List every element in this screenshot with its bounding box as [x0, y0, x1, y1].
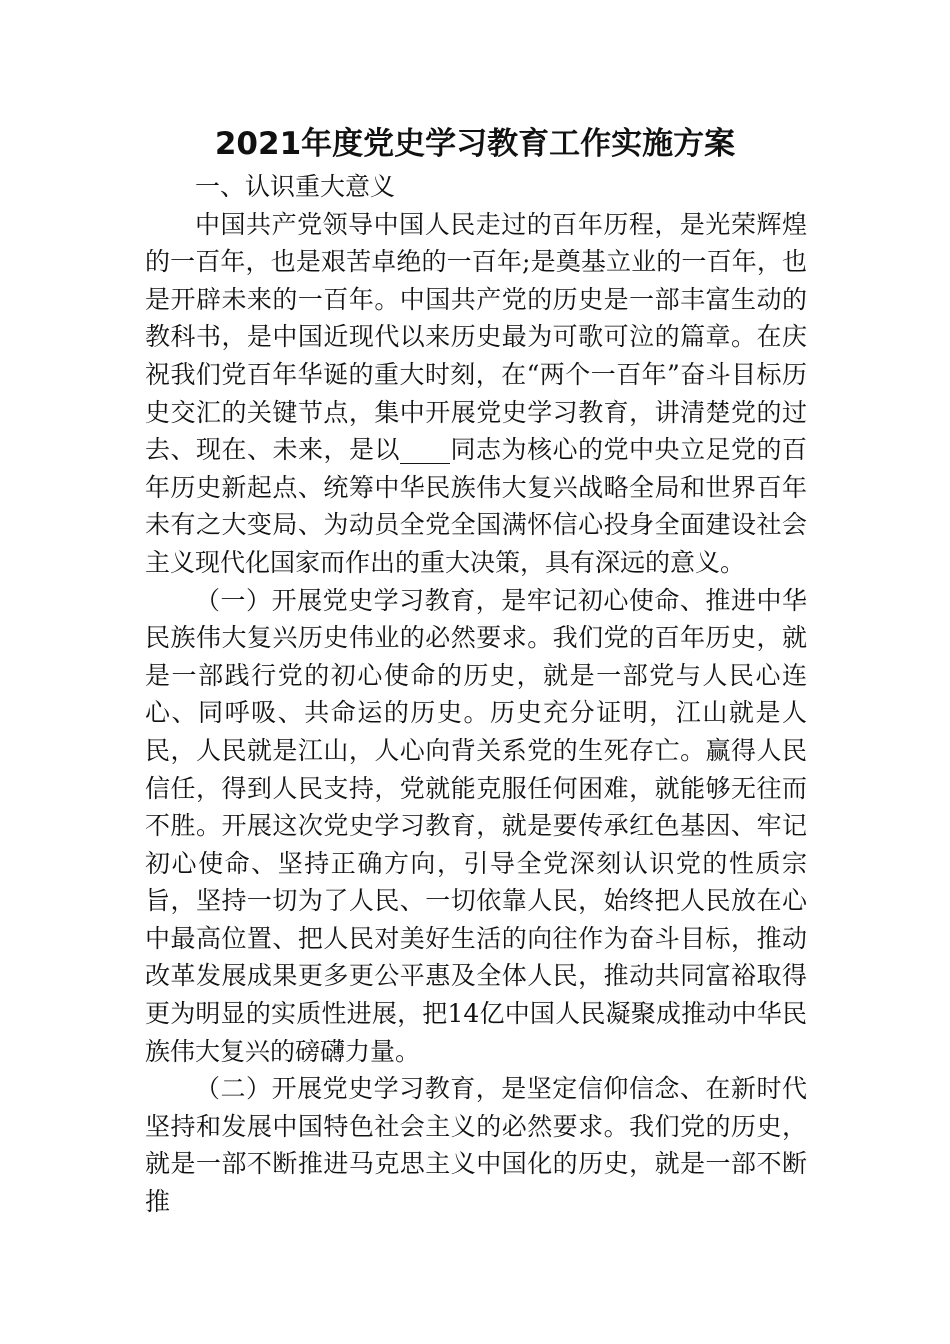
document-title: 2021年度党史学习教育工作实施方案 — [214, 126, 736, 162]
paragraph-point-2: （二）开展党史学习教育，是坚定信仰信念、在新时代坚持和发展中国特色社会主义的必然要求。我们党的历史，就是一部不断推进马克思主义中国化的历史，就是一部不断推 — [145, 1074, 807, 1217]
paragraph-intro: 中国共产党领导中国人民走过的百年历程，是光荣辉煌的一百年，也是艰苦卓绝的一百年;是奠基立业的一百年，也是开辟未来的一百年。中国共产党的历史是一部丰富生动的教科书，是中国近现代以来历史最为可歌可泣的篇章。在庆祝我们党百年华诞的重大时刻，在“两个一百年”奋斗目标历史交汇的关键节点，集中开展党史学习教育，讲清楚党的过去、现在、未来，是以____同志为核心的党中央立足党的百年历史新起点、统筹中华民族伟大复兴战略全局和世界百年未有之大变局、为动员全党全国满怀信心投身全面建设社会主义现代化国家而作出的重大决策，具有深远的意义。 — [145, 209, 807, 577]
paragraph-point-1: （一）开展党史学习教育，是牢记初心使命、推进中华民族伟大复兴历史伟业的必然要求。我们党的百年历史，就是一部践行党的初心使命的历史，就是一部党与人民心连心、同呼吸、共命运的历史。历史充分证明，江山就是人民，人民就是江山，人心向背关系党的生死存亡。赢得人民信任，得到人民支持，党就能克服任何困难，就能够无往而不胜。开展这次党史学习教育，就是要传承红色基因、牢记初心使命、坚持正确方向，引导全党深刻认识党的性质宗旨，坚持一切为了人民、一切依靠人民，始终把人民放在心中最高位置、把人民对美好生活的向往作为奋斗目标，推动改革发展成果更多更公平惠及全体人民，推动共同富裕取得更为明显的实质性进展，把14亿中国人民凝聚成推动中华民族伟大复兴的磅礴力量。 — [145, 585, 807, 1066]
document-body — [145, 168, 807, 1221]
section-heading: 一、认识重大意义 — [195, 172, 396, 201]
